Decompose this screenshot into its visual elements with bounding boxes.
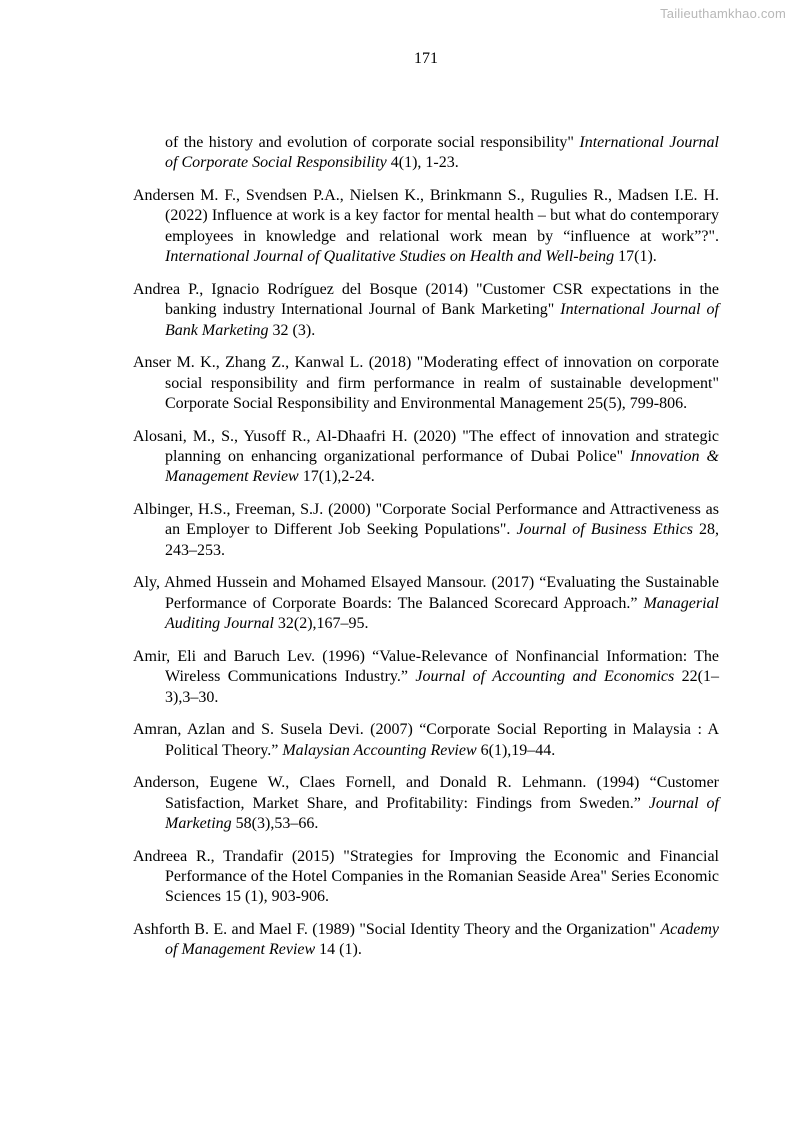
reference-source: Innovation & Management Review [165,448,720,486]
reference-details: 28, 243–253. [165,521,720,559]
reference-details: 22(1–3),3–30. [165,668,720,706]
reference-entry [133,353,719,414]
reference-text: Ashforth B. E. and Mael F. (1989) "Social Identity Theory and the Organization" [133,921,661,939]
reference-text: Albinger, H.S., Freeman, S.J. (2000) "Corporate Social Performance and Attractiveness as an Employer to Different Job Seeking Populations". [133,501,719,539]
reference-text: Amir, Eli and Baruch Lev. (1996) “Value-Relevance of Nonfinancial Information: The Wireless Communications Industry.” [133,647,719,686]
reference-source: Journal of Marketing [165,794,719,833]
reference-source: International Journal of Qualitative Studies on Health and Well-being [165,248,615,266]
reference-entry [133,720,719,761]
reference-details: 17(1),2-24. [298,468,375,486]
reference-entry [133,280,719,341]
reference-entry [133,133,719,174]
reference-source: Journal of Business Ethics [516,521,693,539]
reference-entry [133,920,719,961]
reference-source: Managerial Auditing Journal [165,594,719,633]
reference-entry [133,500,719,561]
reference-source: International Journal of Bank Marketing [165,301,720,339]
reference-details: 14 (1). [315,941,362,959]
reference-list [133,133,719,973]
reference-details: 32 (3). [268,321,316,339]
reference-entry [133,847,719,908]
reference-details: 6(1),19–44. [476,741,556,759]
reference-entry [133,647,719,708]
reference-text: Anderson, Eugene W., Claes Fornell, and Donald R. Lehmann. (1994) “Customer Satisfaction, Market Share, and Profitability: Findings from Sweden.” [133,774,719,812]
reference-details: 4(1), 1-23. [386,154,459,172]
reference-details: 17(1). [614,248,657,266]
page-number: 171 [414,50,438,67]
reference-details: 58(3),53–66. [231,815,319,833]
reference-text: Andreea R., Trandafir (2015) "Strategies for Improving the Economic and Financial Performance of the Hotel Companies in the Romanian Seaside Area" Series Economic Sciences 15 (1), 903-906. [133,847,719,906]
reference-entry [133,773,719,834]
reference-source: Journal of Accounting and Economics [415,668,675,686]
reference-text: of the history and evolution of corporate social responsibility" [165,134,580,151]
reference-source: Malaysian Accounting Review [282,741,477,759]
reference-entry [133,427,719,488]
reference-source: International Journal of Corporate Social Responsibility [165,134,719,172]
reference-entry [133,573,719,634]
reference-source: Academy of Management Review [165,921,719,959]
reference-text: Anser M. K., Zhang Z., Kanwal L. (2018) "Moderating effect of innovation on corporate social responsibility and firm performance in realm of sustainable development" Corporate Social Responsibility and Environmental Management 25(5), 799-806. [133,354,719,413]
reference-details: 32(2),167–95. [273,615,369,633]
reference-text: Aly, Ahmed Hussein and Mohamed Elsayed Mansour. (2017) “Evaluating the Sustainable Performance of Corporate Boards: The Balanced Scorecard Approach.” [133,574,719,612]
watermark: Tailieuthamkhao.com [660,6,786,21]
reference-text: Amran, Azlan and S. Susela Devi. (2007) “Corporate Social Reporting in Malaysia : A Political Theory.” [133,721,719,759]
reference-text: Alosani, M., S., Yusoff R., Al-Dhaafri H. (2020) "The effect of innovation and strategic planning on enhancing organizational performance of Dubai Police" [133,427,719,466]
reference-entry [133,186,719,268]
reference-text: Andrea P., Ignacio Rodríguez del Bosque (2014) "Customer CSR expectations in the banking industry International Journal of Bank Marketing" [133,280,719,319]
reference-text: Andersen M. F., Svendsen P.A., Nielsen K., Brinkmann S., Rugulies R., Madsen I.E. H. (2022) Influence at work is a key factor for mental health – but what do contemporary employees in knowledge and relational work mean by “influence at work”?". [133,187,719,245]
